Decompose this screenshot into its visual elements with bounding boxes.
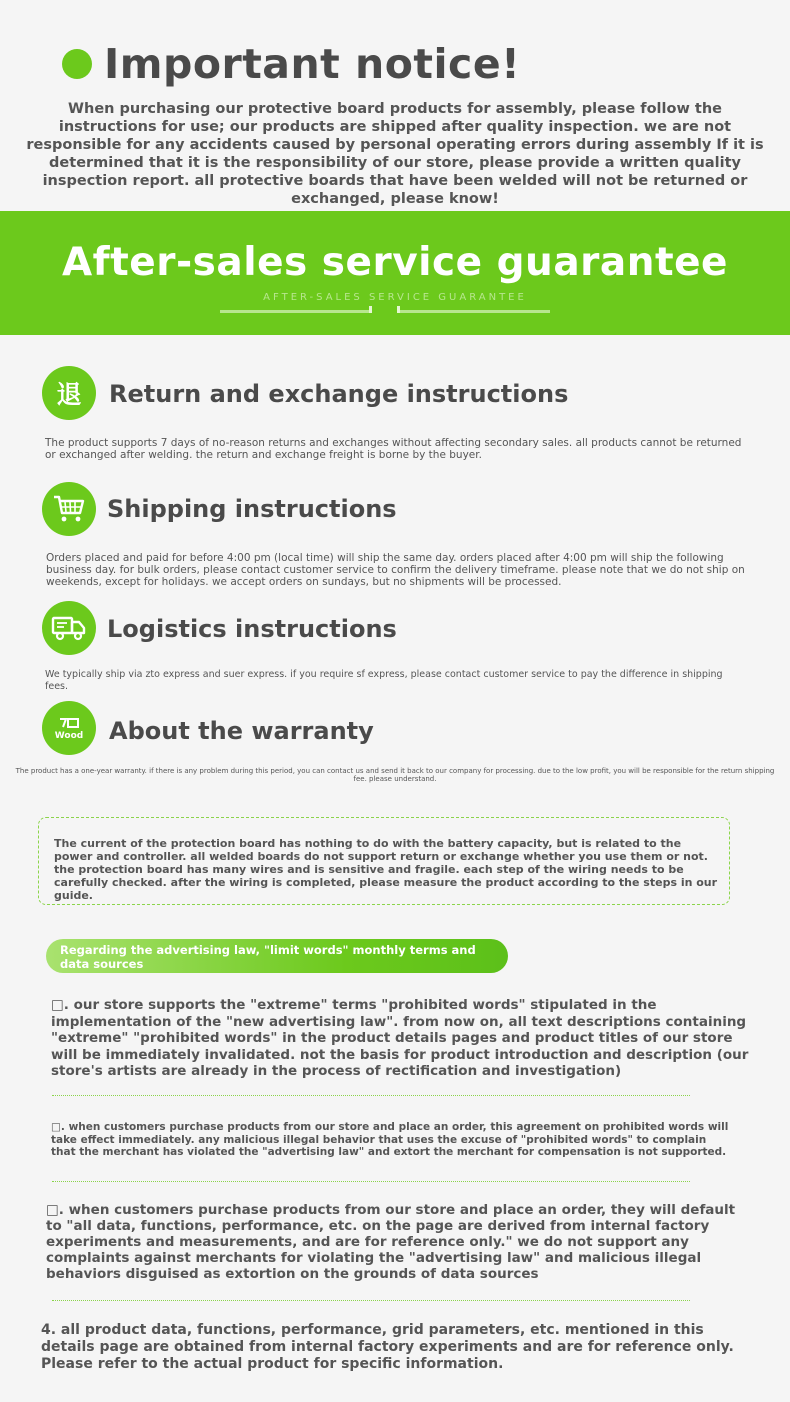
divider <box>52 1181 690 1182</box>
banner-title: After-sales service guarantee <box>62 240 728 285</box>
notice-body: When purchasing our protective board products for assembly, please follow the instructions for use; our products are shipped after quality inspection. we are not responsible for any accidents caused by personal operating errors during assembly If it is determined that it is the responsibility of our store, please provide a written quality inspection report. all protective boards that have been welded will not be returned or exchanged, please know! <box>26 101 764 207</box>
warranty-icon-label: Wood <box>54 730 84 741</box>
return-exchange-text: The product supports 7 days of no-reason returns and exchanges without affecting secondary sales. all products cannot be returned or exchanged after welding. the return and exchange freight is borne by the buyer. <box>45 437 742 461</box>
banner-decor-line-left <box>220 310 372 313</box>
ad-law-item-2: □. when customers purchase products from our store and place an order, this agreement on prohibited words will take effect immediately. any malicious illegal behavior that uses the excuse of "prohibited words" to complain that the merchant has violated the "advertising law" and extort the merchant for compensation is not supported. <box>51 1121 729 1158</box>
delivery-truck-icon <box>42 601 96 655</box>
warranty-title: About the warranty <box>109 717 374 745</box>
warranty-icon <box>42 701 96 755</box>
logistics-title: Logistics instructions <box>107 615 397 643</box>
warranty-text: The product has a one-year warranty. if there is any problem during this period, you can contact us and send it back to our company for processing. due to the low profit, you will be responsible for the return shipping fee. please understand. <box>15 767 775 783</box>
warranty-symbol-icon <box>57 716 81 730</box>
banner-subtitle: AFTER-SALES SERVICE GUARANTEE <box>263 292 527 303</box>
notice-title: Important notice! <box>104 40 521 88</box>
note-box-text: The current of the protection board has nothing to do with the battery capacity, but is related to the power and controller. all welded boards do not support return or exchange whether you use them or not. the protection board has many wires and is sensitive and fragile. each step of the wiring needs to be carefully checked. after the wiring is completed, please measure the product according to the steps in our guide. <box>54 837 718 902</box>
ad-law-item-1: □. our store supports the "extreme" terms "prohibited words" stipulated in the implementation of the "new advertising law". from now on, all text descriptions containing "extreme" "prohibited words" in the product details pages and product titles of our store will be immediately invalidated. not the basis for product introduction and description (our store's artists are already in the process of rectification and investigation) <box>51 997 749 1079</box>
return-exchange-title: Return and exchange instructions <box>109 380 569 408</box>
return-icon <box>42 366 96 420</box>
return-icon-glyph: 退 <box>56 380 82 409</box>
banner-decor-line-right <box>398 310 550 313</box>
banner-decor-tick-left <box>369 306 372 313</box>
divider <box>52 1095 690 1096</box>
divider <box>52 1300 690 1301</box>
shipping-title: Shipping instructions <box>107 495 397 523</box>
banner-decor-tick-right <box>397 306 400 313</box>
logistics-text: We typically ship via zto express and suer express. if you require sf express, please contact customer service to pay the difference in shipping fees. <box>45 669 723 692</box>
shipping-text: Orders placed and paid for before 4:00 pm (local time) will ship the same day. orders placed after 4:00 pm will ship the following business day. for bulk orders, please contact customer service to confirm the delivery timeframe. please note that we do not ship on weekends, except for holidays. we accept orders on sundays, but no shipments will be processed. <box>46 552 745 588</box>
bullet-dot-icon <box>62 49 92 79</box>
ad-law-item-3: □. when customers purchase products from our store and place an order, they will default to "all data, functions, performance, etc. on the page are derived from internal factory experiments and measurements, and are for reference only." we do not support any complaints against merchants for violating the "advertising law" and malicious illegal behaviors disguised as extortion on the grounds of data sources <box>46 1202 736 1282</box>
notice-heading <box>62 40 520 88</box>
ad-law-item-4: 4. all product data, functions, performance, grid parameters, etc. mentioned in this details page are obtained from internal factory experiments and are for reference only. Please refer to the actual product for specific information. <box>41 1322 734 1372</box>
ad-law-heading: Regarding the advertising law, "limit words" monthly terms and data sources <box>60 943 476 971</box>
shopping-cart-icon <box>42 482 96 536</box>
